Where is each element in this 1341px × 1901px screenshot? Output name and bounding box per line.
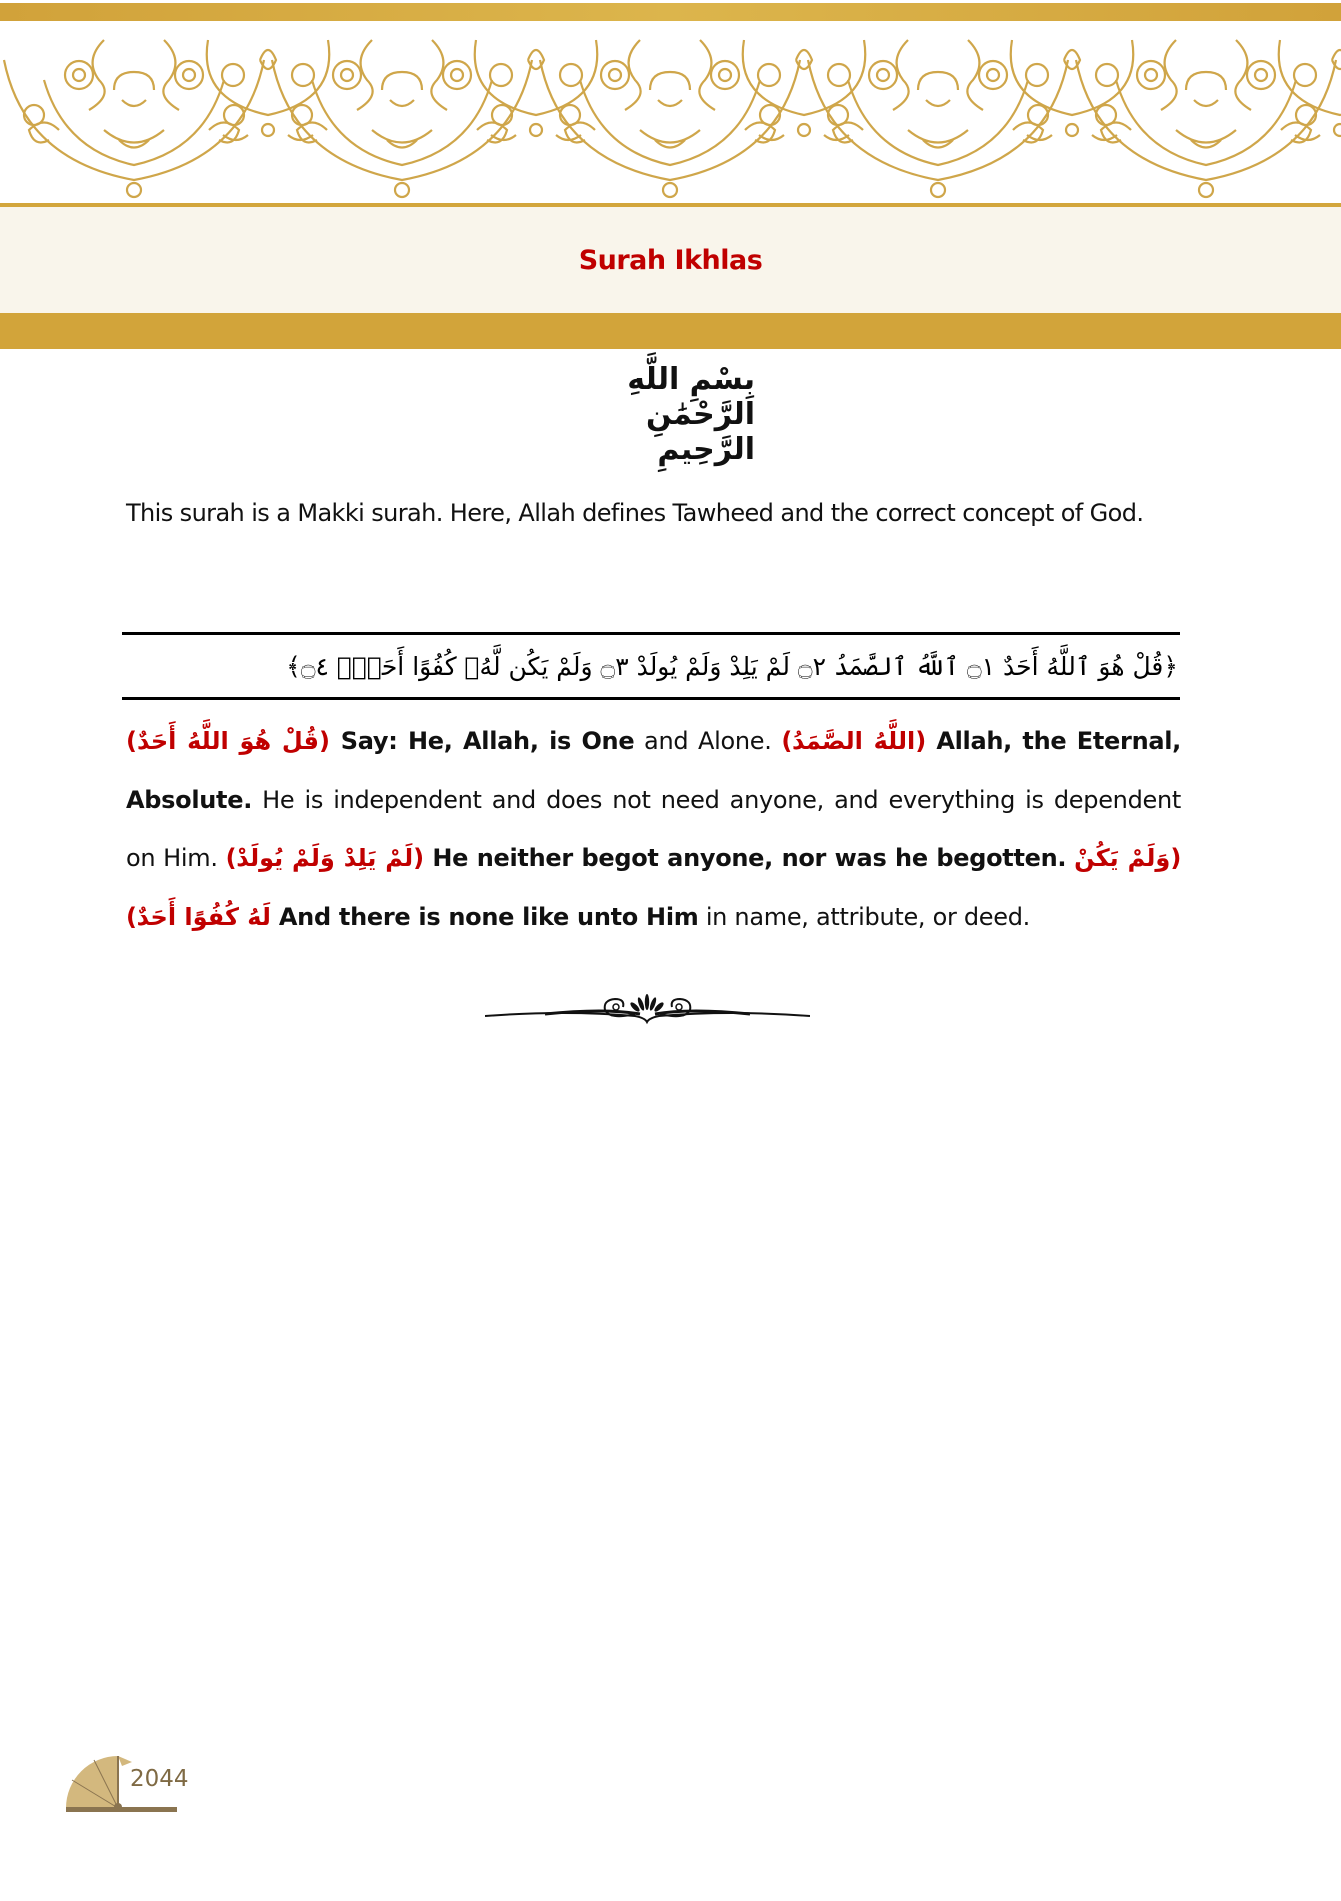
- bismillah-text: بِسْمِ اللَّهِ الرَّحْمَٰنِ الرَّحِيمِ: [627, 361, 755, 467]
- arabic-quote: (وَلَمْ يَكُنْ لَهُ كُفُوًا أَحَدٌ): [126, 844, 1182, 931]
- tafsir-paragraph: [126, 712, 1181, 946]
- bold-translation: Allah, the Eternal, Absolute.: [126, 727, 1181, 814]
- page-header: [0, 0, 1341, 350]
- quran-verse-text: ﴿قُلْ هُوَ ٱللَّهُ أَحَدٌ ۝١ ٱللَّهُ ٱلصَّمَدُ ۝٢ لَمْ يَلِدْ وَلَمْ يُولَدْ ۝٣ وَلَمْ يَكُن لَّهُۥ كُفُوًا أَحَدٌۢ ۝٤﴾: [286, 651, 1178, 681]
- arabic-quote: (لَمْ يَلِدْ وَلَمْ يُولَدْ): [225, 844, 424, 872]
- ornamental-lace-border: [0, 20, 1341, 202]
- bold-translation: He neither begot anyone, nor was he begotten.: [423, 844, 1067, 872]
- title-band: [0, 207, 1341, 313]
- header-top-bar: [0, 3, 1341, 21]
- bold-translation: Say: He, Allah, is One: [330, 727, 635, 755]
- plain-text: in name, attribute, or deed.: [698, 902, 1030, 931]
- plain-text: [1066, 844, 1074, 872]
- bold-translation: And there is none like unto Him: [270, 902, 699, 931]
- intro-paragraph: This surah is a Makki surah. Here, Allah defines Tawheed and the correct concept of God.: [126, 499, 1144, 527]
- page-title: Surah Ikhlas: [578, 244, 763, 276]
- header-gold-bar: [0, 313, 1341, 349]
- arabic-quote: (قُلْ هُوَ اللَّهُ أَحَدٌ): [126, 727, 330, 755]
- quran-verse-box: [122, 632, 1180, 700]
- bismillah-calligraphy: [560, 361, 755, 467]
- ornamental-divider-icon: [485, 990, 810, 1026]
- page-number: 2044: [130, 1766, 189, 1792]
- page-footer: [66, 1752, 196, 1816]
- plain-text: and Alone.: [634, 727, 782, 755]
- arabic-quote: (اللَّهُ الصَّمَدُ): [781, 727, 926, 755]
- plain-text: He is independent and does not need anyone, and everything is dependent on Him.: [126, 785, 1181, 872]
